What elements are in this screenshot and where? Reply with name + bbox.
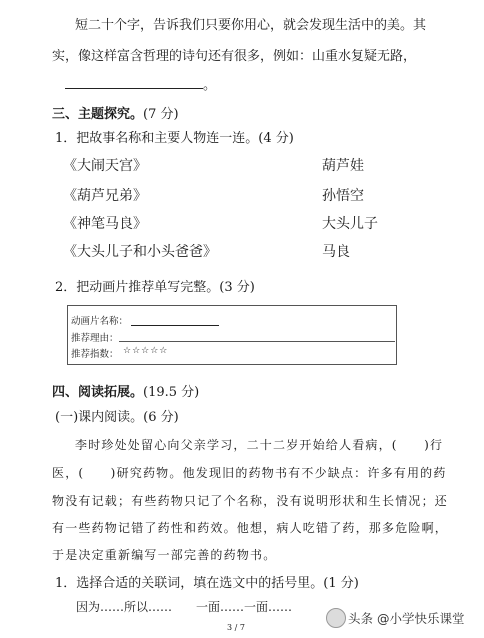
- form-rating-stars[interactable]: ☆☆☆☆☆: [123, 346, 169, 356]
- question-4-1: 1．选择合适的关联词，填在选文中的括号里。(1 分): [55, 576, 359, 591]
- form-name-field[interactable]: [131, 325, 219, 326]
- section-3-heading: [52, 103, 179, 122]
- section-3-title: 三、主题探究。: [52, 107, 144, 122]
- intro-line-1: 短二十个字，告诉我们只要你用心，就会发现生活中的美。其: [75, 18, 427, 33]
- form-reason-label: 推荐理由：: [71, 333, 119, 344]
- form-reason-field[interactable]: [119, 341, 395, 342]
- passage-line: 于是决定重新编写一部完善的药物书。: [52, 548, 277, 562]
- conjunction-option[interactable]: 因为……所以……: [76, 600, 173, 614]
- character-item[interactable]: 马良: [322, 244, 350, 260]
- question-3-1: 1．把故事名称和主要人物连一连。(4 分): [55, 131, 294, 146]
- story-item[interactable]: 《大闹天宫》: [63, 158, 147, 174]
- section-3-score: (7 分): [143, 107, 179, 122]
- intro-line-3-end: 。: [203, 78, 217, 93]
- passage-line: 物没有记载；有些药物只记了个名称，没有说明形状和生长情况；还: [52, 494, 449, 508]
- intro-line-2: 实，像这样富含哲理的诗句还有很多，例如：山重水复疑无路，: [52, 49, 417, 64]
- story-item[interactable]: 《大头儿子和小头爸爸》: [63, 244, 217, 260]
- section-4-heading: [52, 381, 199, 400]
- character-item[interactable]: 孙悟空: [322, 188, 364, 204]
- story-item[interactable]: 《神笔马良》: [63, 216, 147, 232]
- watermark-icon: [326, 608, 346, 628]
- conjunction-option[interactable]: 一面……一面……: [196, 600, 293, 614]
- form-name-label: 动画片名称：: [71, 316, 129, 327]
- page-number: 3 / 7: [227, 623, 245, 632]
- question-3-2: 2．把动画片推荐单写完整。(3 分): [55, 280, 255, 295]
- passage-line: 李时珍处处留心向父亲学习，二十二岁开始给人看病，( )行: [75, 438, 444, 452]
- watermark-text: 头条 @小学快乐课堂: [348, 611, 465, 626]
- section-4-score: (19.5 分): [143, 385, 200, 400]
- section-4-title: 四、阅读拓展。: [52, 385, 144, 400]
- form-rating-label: 推荐指数：: [71, 349, 119, 360]
- character-item[interactable]: 葫芦娃: [322, 158, 364, 174]
- character-item[interactable]: 大头儿子: [322, 216, 378, 232]
- subsection-4-1: (一)课内阅读。(6 分): [55, 410, 179, 425]
- story-item[interactable]: 《葫芦兄弟》: [63, 188, 147, 204]
- answer-blank-line[interactable]: [65, 88, 203, 89]
- passage-line: 医，( )研究药物。他发现旧的药物书有不少缺点：许多有用的药: [52, 466, 447, 480]
- passage-line: 有一些药物记错了药性和药效。他想，病人吃错了药，那多危险啊，: [52, 521, 449, 535]
